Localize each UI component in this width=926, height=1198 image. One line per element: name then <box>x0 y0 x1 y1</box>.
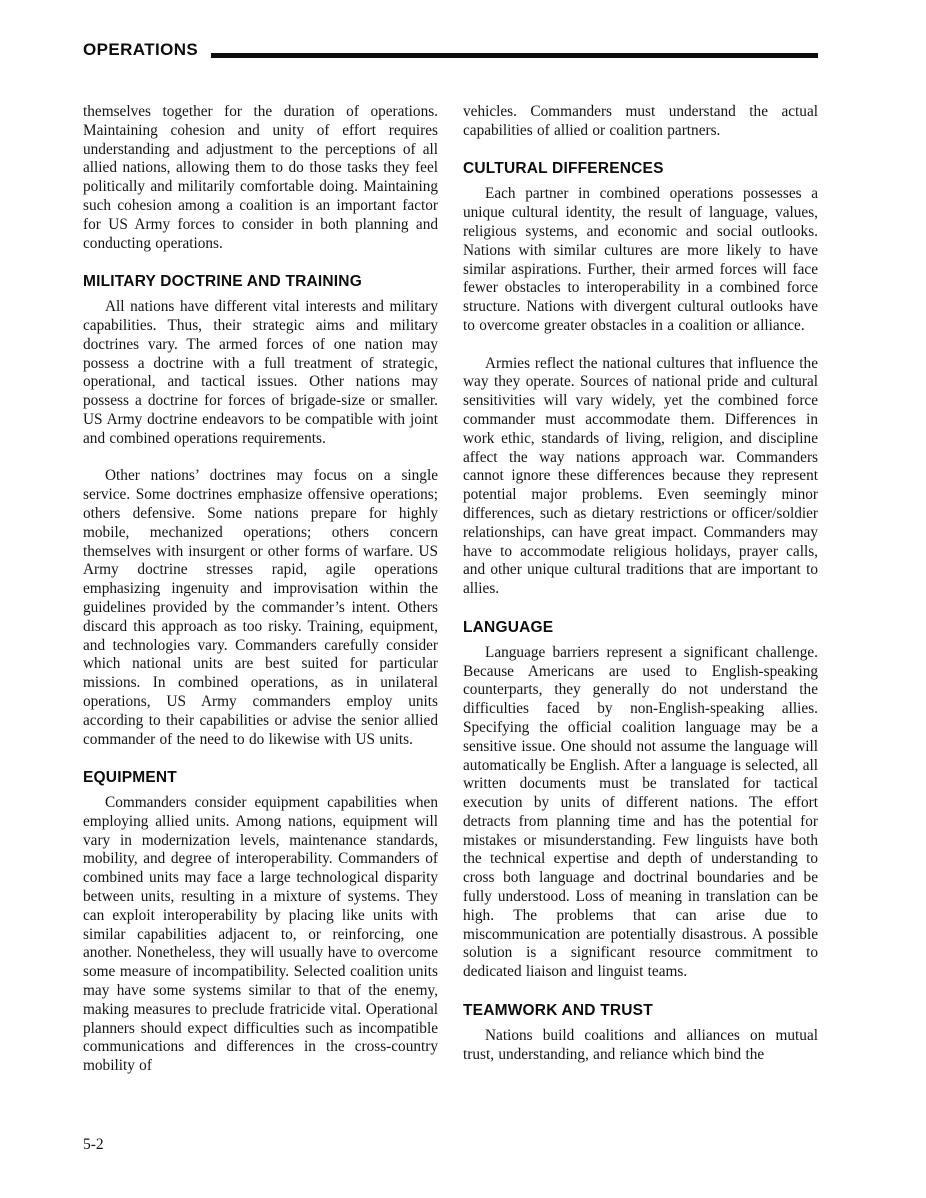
body-paragraph: Language barriers represent a significant challenge. Because Americans are used to English-speaking counterparts, they generally do not understand the difficulties faced by non-English-speaking allies. Specifying the official coalition language may be a sensitive issue. One should not assume the language will automatically be English. After a language is selected, all written documents must be translated for tactical execution by units of different nations. The effort detracts from planning time and has the potential for mistakes or misunderstanding. Few linguists have both the technical expertise and depth of understanding to cross both language and doctrinal boundaries and be fully understood. Loss of meaning in translation can be high. The problems that can arise due to miscommunication are potentially disastrous. A possible solution is a significant resource commitment to dedicated liaison and linguist teams. <box>463 643 818 981</box>
body-paragraph: vehicles. Commanders must understand the actual capabilities of allied or coalition partners. <box>463 103 818 139</box>
section-heading: LANGUAGE <box>463 618 554 636</box>
right-column <box>463 103 818 1095</box>
body-paragraph: Other nations’ doctrines may focus on a single service. Some doctrines emphasize offensive operations; others defensive. Some nations prepare for highly mobile, mechanized operations; others concern themselves with insurgent or other forms of warfare. US Army doctrine stresses rapid, agile operations emphasizing ingenuity and improvisation within the guidelines provided by the commander’s intent. Others discard this approach as too risky. Training, equipment, and technologies vary. Commanders carefully consider which national units are best suited for particular missions. In combined operations, as in unilateral operations, US Army commanders employ units according to their capabilities or advise the senior allied commander of the need to do likewise with US units. <box>83 467 438 748</box>
running-header-title: OPERATIONS <box>83 40 199 59</box>
body-paragraph: All nations have different vital interests and military capabilities. Thus, their strategic aims and military doctrines vary. The armed forces of one nation may possess a doctrine with a full treatment of strategic, operational, and tactical issues. Other nations may possess a doctrine for forces of brigade-size or smaller. US Army doctrine endeavors to be compatible with joint and combined operations requirements. <box>83 298 438 447</box>
body-paragraph: themselves together for the duration of operations. Maintaining cohesion and unity of effort requires understanding and adjustment to the perceptions of all allied nations, allowing them to do those tasks they feel politically and militarily comfortable doing. Maintaining such cohesion among a coalition is an important factor for US Army forces to consider in both planning and conducting operations. <box>83 103 438 252</box>
page-footer <box>83 1136 104 1154</box>
section-heading: EQUIPMENT <box>83 769 177 787</box>
section-heading: CULTURAL DIFFERENCES <box>463 160 664 178</box>
page-header <box>83 40 818 60</box>
section-heading: TEAMWORK AND TRUST <box>463 1001 653 1019</box>
left-column <box>83 103 438 1095</box>
page-number: 5-2 <box>83 1136 104 1153</box>
page-body <box>83 103 818 1095</box>
body-paragraph: Nations build coalitions and alliances on mutual trust, understanding, and reliance which bind the <box>463 1026 818 1063</box>
body-paragraph: Each partner in combined operations possesses a unique cultural identity, the result of language, values, religious systems, and economic and social outlooks. Nations with similar cultures are more likely to have similar aspirations. Further, their armed forces will face fewer obstacles to interoperability in a combined force structure. Nations with divergent cultural outlooks have to overcome greater obstacles in a coalition or alliance. <box>463 185 818 334</box>
body-paragraph: Armies reflect the national cultures that influence the way they operate. Sources of national pride and cultural sensitivities will vary widely, yet the combined force commander must accommodate them. Differences in work ethic, standards of living, religion, and discipline affect the way nations approach war. Commanders cannot ignore these differences because they represent potential major problems. Even seemingly minor differences, such as dietary restrictions or officer/soldier relationships, can have great impact. Commanders may have to accommodate religious holidays, prayer calls, and other unique cultural traditions that are important to allies. <box>463 354 818 598</box>
header-rule <box>211 53 818 58</box>
section-heading: MILITARY DOCTRINE AND TRAINING <box>83 273 362 291</box>
body-paragraph: Commanders consider equipment capabilities when employing allied units. Among nations, equipment will vary in modernization levels, maintenance standards, mobility, and degree of interoperability. Commanders of combined units may face a large technological disparity between units, resulting in a mixture of systems. They can exploit interoperability by placing like units with similar capabilities adjacent to, or reinforcing, one another. Nonetheless, they will usually have to overcome some measure of incompatibility. Selected coalition units may have some systems similar to that of the enemy, making measures to preclude fratricide vital. Operational planners should expect difficulties such as incompatible communications and differences in the cross-country mobility of <box>83 794 438 1075</box>
